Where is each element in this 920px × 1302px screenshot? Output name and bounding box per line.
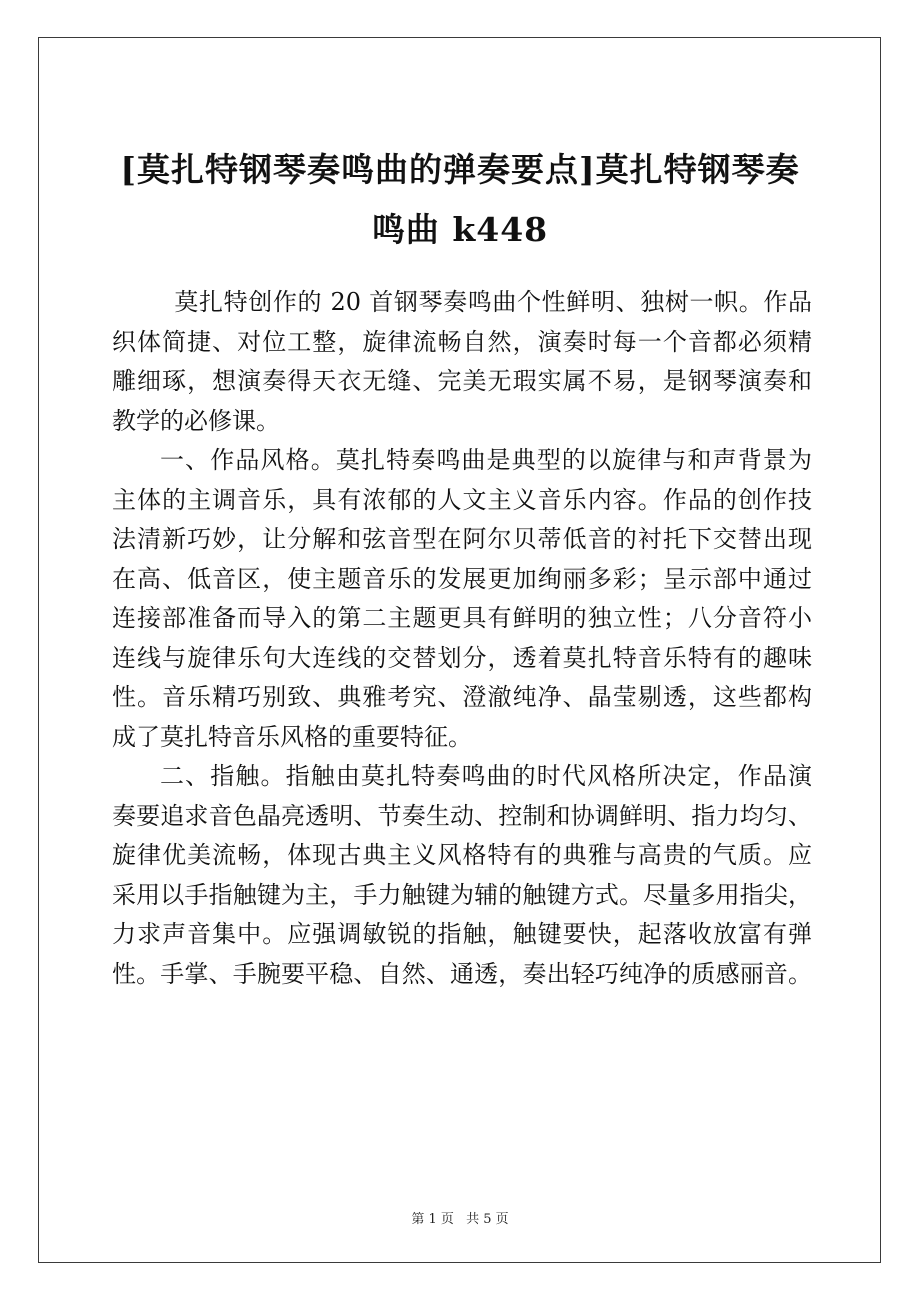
paragraph-line: 在高、低音区，使主题音乐的发展更加绚丽多彩；呈示部中通过	[112, 564, 812, 593]
paragraph	[112, 441, 812, 757]
paragraph-line: 性。音乐精巧别致、典雅考究、澄澈纯净、晶莹剔透，这些都构	[112, 683, 812, 711]
paragraph-line: 法清新巧妙，让分解和弦音型在阿尔贝蒂低音的衬托下交替出现	[112, 525, 812, 553]
paragraph-line: 连线与旋律乐句大连线的交替划分，透着莫扎特音乐特有的趣味	[112, 643, 812, 672]
page-total: 共 5 页	[466, 1212, 509, 1227]
paragraph	[112, 757, 812, 994]
paragraph-line: 主体的主调音乐，具有浓郁的人文主义音乐内容。作品的创作技	[112, 485, 812, 514]
paragraph-line: 性。手掌、手腕要平稳、自然、通透，奏出轻巧纯净的质感丽音。	[112, 959, 812, 988]
paragraph-line: 织体简捷、对位工整，旋律流畅自然，演奏时每一个音都必须精	[112, 327, 812, 356]
paragraph-line: 莫扎特创作的 20 首钢琴奏鸣曲个性鲜明、独树一帜。作品	[174, 288, 812, 316]
paragraph-line: 奏要追求音色晶亮透明、节奏生动、控制和协调鲜明、指力均匀、	[112, 801, 812, 830]
paragraph-line: 成了莫扎特音乐风格的重要特征。	[112, 722, 472, 751]
paragraph-line: 一、作品风格。莫扎特奏鸣曲是典型的以旋律与和声背景为	[160, 446, 812, 474]
document-body	[112, 283, 812, 994]
document-title	[60, 140, 860, 260]
paragraph-line: 雕细琢，想演奏得天衣无缝、完美无瑕实属不易，是钢琴演奏和	[112, 367, 812, 395]
paragraph	[112, 283, 812, 441]
paragraph-line: 连接部准备而导入的第二主题更具有鲜明的独立性；八分音符小	[112, 604, 812, 632]
paragraph-line: 力求声音集中。应强调敏锐的指触，触键要快，起落收放富有弹	[112, 920, 812, 948]
page-number: 第 1 页	[411, 1212, 454, 1227]
paragraph-line: 采用以手指触键为主，手力触键为辅的触键方式。尽量多用指尖，	[112, 880, 812, 909]
paragraph-line: 旋律优美流畅，体现古典主义风格特有的典雅与高贵的气质。应	[112, 841, 812, 869]
page-footer	[0, 1208, 920, 1227]
title-line-1: [莫扎特钢琴奏鸣曲的弹奏要点]莫扎特钢琴奏	[120, 150, 800, 189]
paragraph-line: 二、指触。指触由莫扎特奏鸣曲的时代风格所决定，作品演	[160, 762, 812, 790]
title-line-2: 鸣曲 k448	[371, 210, 549, 249]
paragraph-line: 教学的必修课。	[112, 406, 280, 435]
